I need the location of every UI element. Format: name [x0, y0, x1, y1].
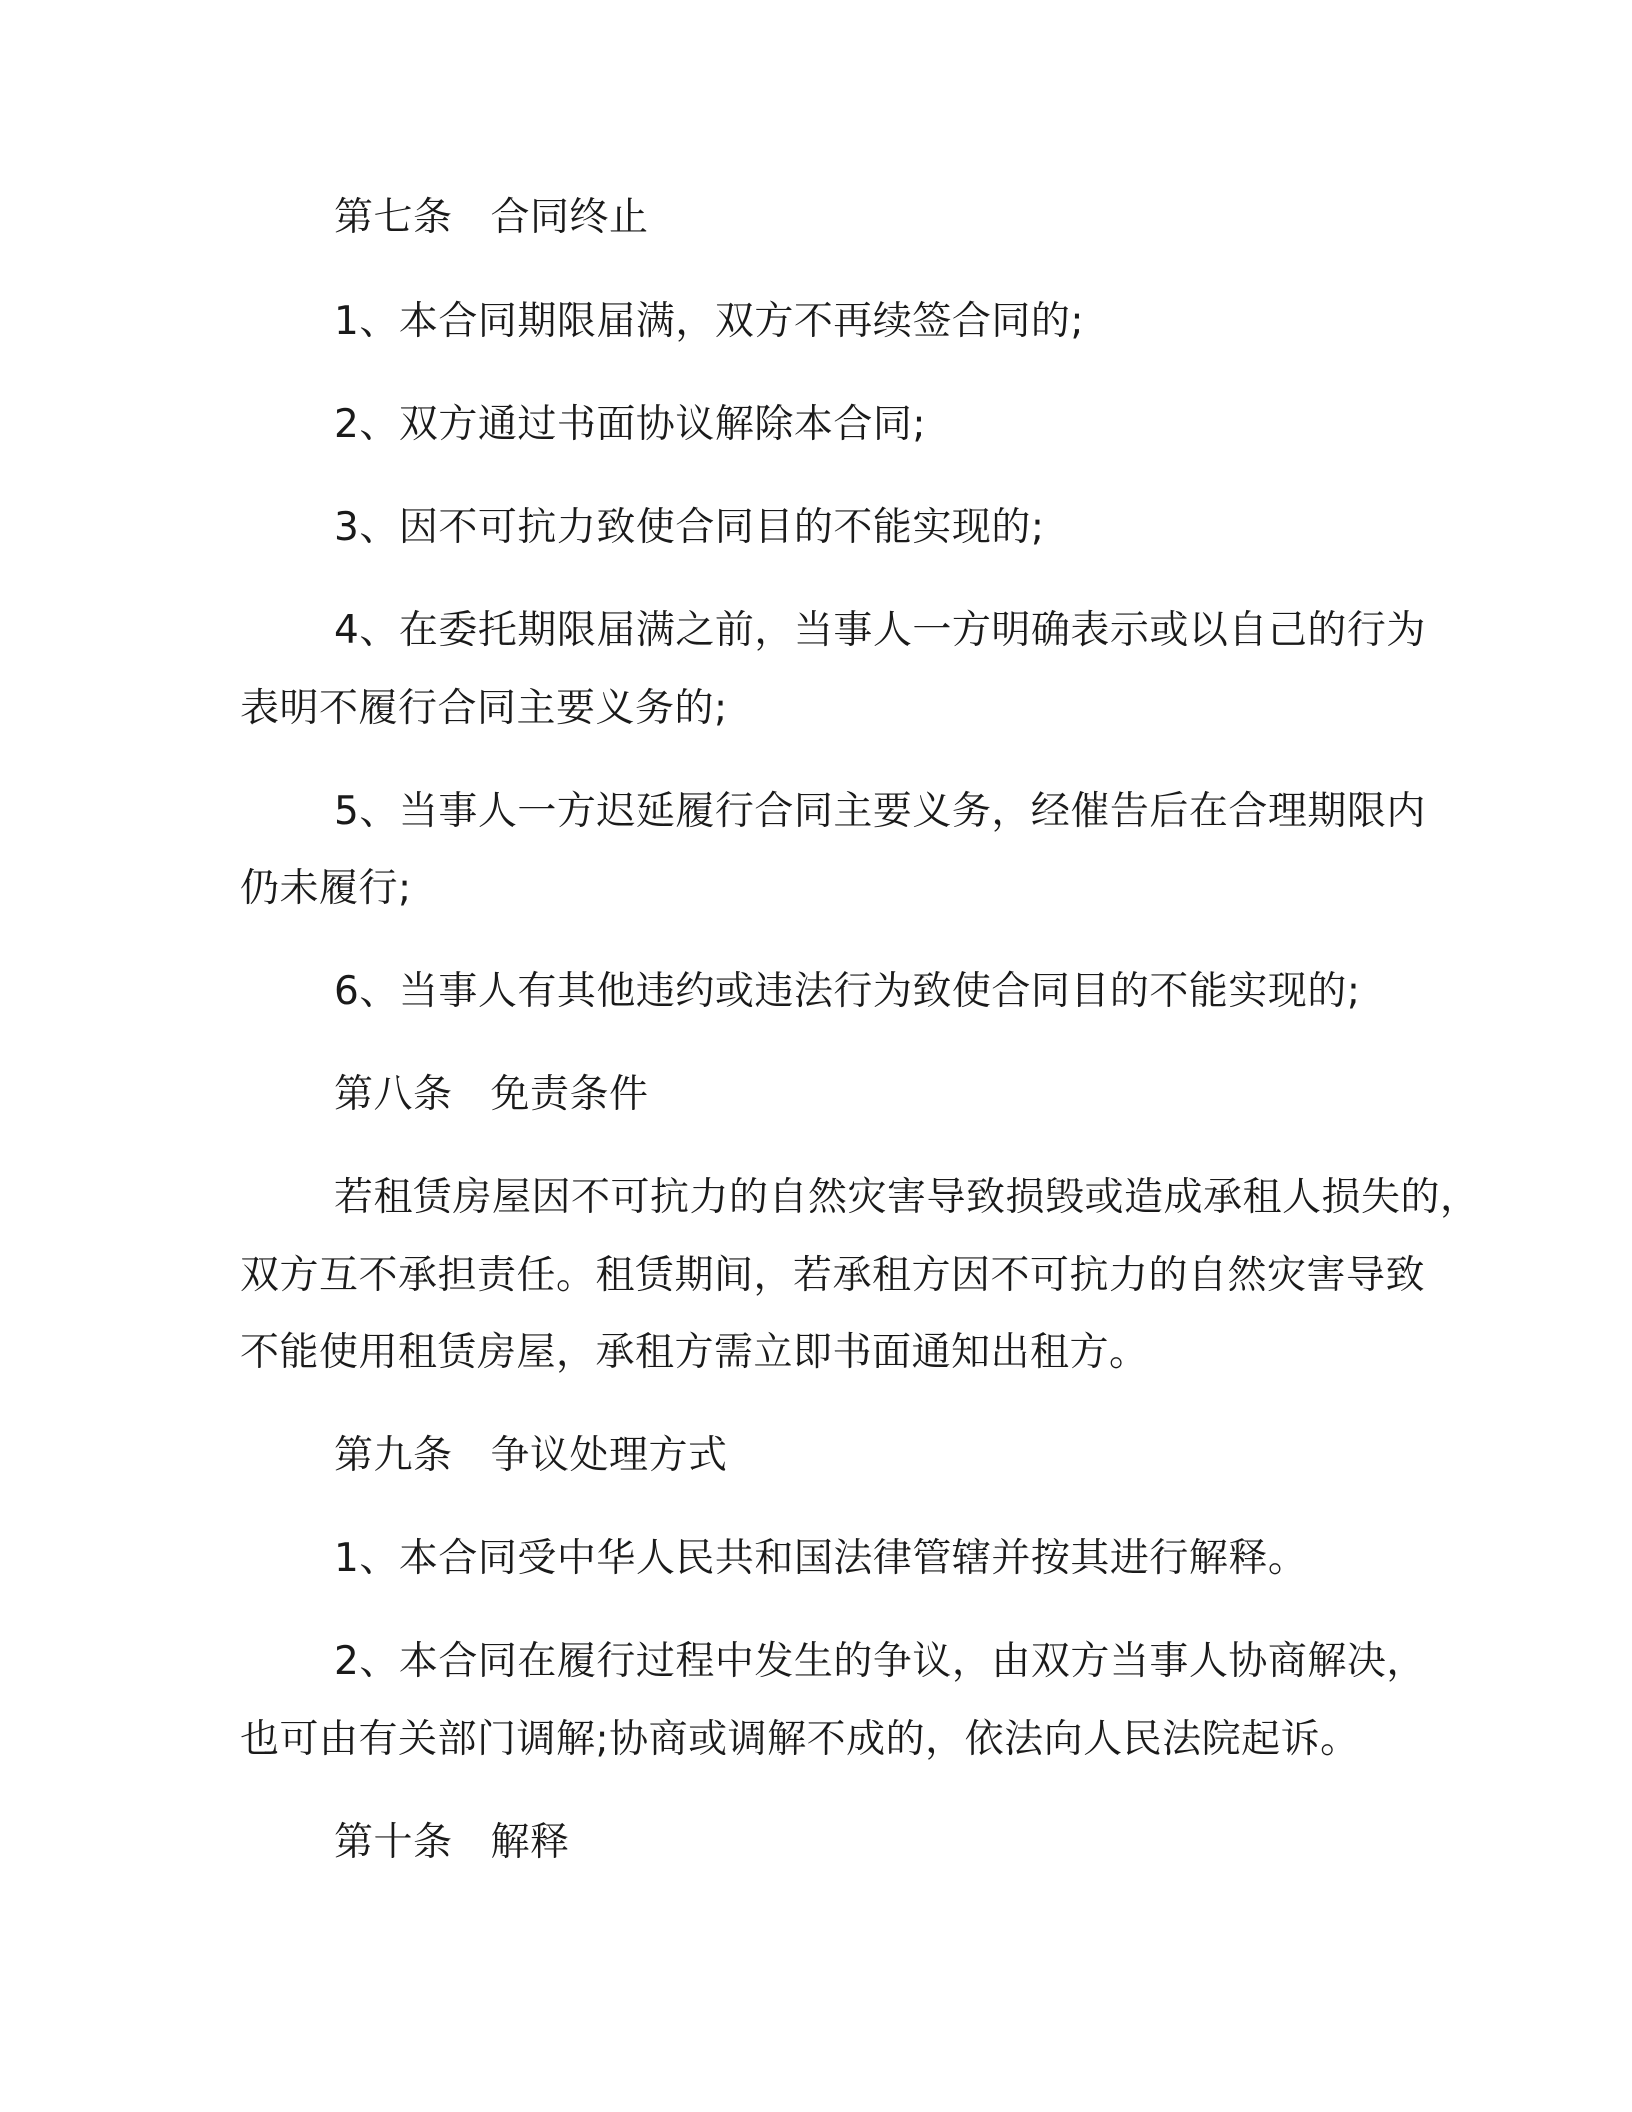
- article-7-item-6: 6、当事人有其他违约或违法行为致使合同目的不能实现的;: [334, 969, 1361, 1014]
- article-7-item-5-line-2: 仍未履行;: [240, 866, 412, 911]
- article-7-item-3: 3、因不可抗力致使合同目的不能实现的;: [334, 505, 1045, 550]
- article-9-title: 争议处理方式: [490, 1433, 728, 1478]
- article-7-item-5-line-1: 5、当事人一方迟延履行合同主要义务，经催告后在合理期限内: [334, 789, 1426, 834]
- article-8-number: 第八条: [334, 1072, 453, 1117]
- article-9-item-2-line-1: 2、本合同在履行过程中发生的争议，由双方当事人协商解决，: [334, 1639, 1426, 1684]
- article-10-heading: [334, 1819, 570, 1867]
- article-7-heading: [334, 194, 649, 242]
- article-8-heading: [334, 1071, 649, 1119]
- article-7-title: 合同终止: [490, 195, 649, 240]
- article-7-number: 第七条: [334, 195, 453, 240]
- article-9-item-1: 1、本合同受中华人民共和国法律管辖并按其进行解释。: [334, 1536, 1308, 1581]
- article-7-item-4-line-2: 表明不履行合同主要义务的;: [240, 686, 728, 731]
- article-8-paragraph-line-2: 双方互不承担责任。租赁期间，若承租方因不可抗力的自然灾害导致: [240, 1253, 1426, 1298]
- article-9-number: 第九条: [334, 1433, 453, 1478]
- article-9-heading: [334, 1432, 728, 1480]
- article-7-item-4-line-1: 4、在委托期限届满之前，当事人一方明确表示或以自己的行为: [334, 608, 1426, 653]
- article-10-number: 第十条: [334, 1820, 453, 1865]
- article-8-title: 免责条件: [490, 1072, 649, 1117]
- article-8-paragraph-line-1: 若租赁房屋因不可抗力的自然灾害导致损毁或造成承租人损失的，: [334, 1175, 1480, 1220]
- article-7-item-1: 1、本合同期限届满，双方不再续签合同的;: [334, 299, 1084, 344]
- article-8-paragraph-line-3: 不能使用租赁房屋，承租方需立即书面通知出租方。: [240, 1330, 1149, 1375]
- article-7-item-2: 2、双方通过书面协议解除本合同;: [334, 402, 926, 447]
- article-9-item-2-line-2: 也可由有关部门调解;协商或调解不成的，依法向人民法院起诉。: [240, 1717, 1360, 1762]
- article-10-title: 解释: [490, 1820, 570, 1865]
